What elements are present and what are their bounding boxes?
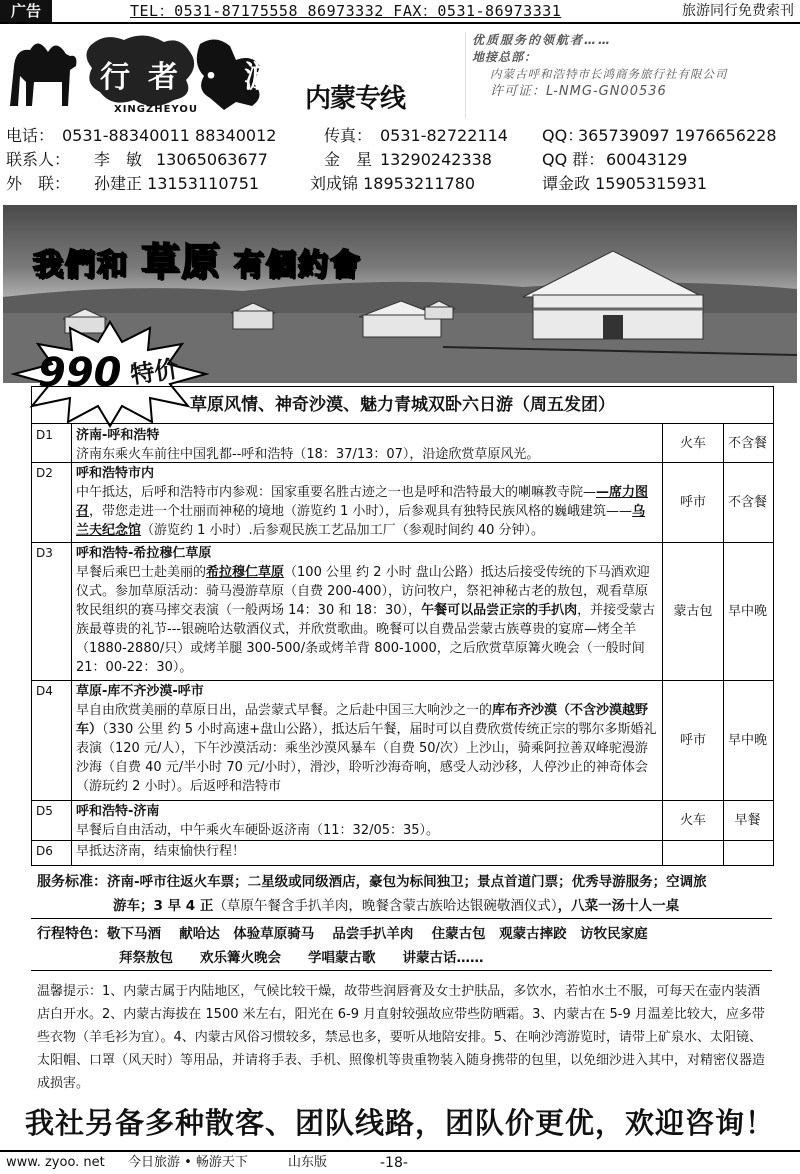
outside-contact-3: 谭金政 15905315931 (542, 174, 708, 193)
day-number: D6 (32, 840, 72, 865)
brand-text: 行者・游 (100, 60, 292, 95)
day-heading: 济南-呼和浩特 (76, 428, 160, 443)
footer-site: www. zyoo. net (6, 1155, 105, 1170)
ad-tag: 广告 (0, 0, 52, 22)
logo-row (0, 24, 800, 124)
day-meals: 早餐 (734, 812, 761, 828)
contact-person1-phone: 13065063677 (156, 150, 268, 169)
day-text: 早餐后自由活动，中午乘火车硬卧返济南（11：32/05：35）。 (76, 823, 440, 838)
day-highlight-b: 乌兰夫纪念馆 (76, 504, 646, 538)
day-text-b: ，带您走进一个壮丽而神秘的境地（游览约 1 小时），后参观具有独特民族风格的巍峨建筑—— (89, 504, 633, 519)
itinerary-day-1 (32, 424, 773, 463)
day-number: D2 (32, 462, 72, 542)
day-transport: 火车 (662, 424, 724, 462)
day-meals: 不含餐 (727, 494, 767, 510)
day-description (76, 682, 658, 796)
agent-hq-label: 地接总部： (472, 50, 538, 64)
line-label: 内蒙专线 (305, 84, 406, 114)
day-highlight-a: —席力图召 (76, 485, 649, 519)
itinerary-day-6 (32, 840, 773, 865)
outside-contact-1: 孙建正 13153110751 (94, 174, 260, 193)
qq-numbers: 365739097 1976656228 (578, 126, 777, 145)
service-standard (31, 870, 772, 919)
day-description (76, 802, 658, 840)
contact-person2-phone: 13290242338 (380, 150, 492, 169)
contact-person-label: 联系人： (6, 150, 71, 169)
day-description (76, 464, 658, 540)
day-transport: 蒙古包 (662, 542, 724, 680)
agent-slogan: 优质服务的领航者…… (472, 33, 613, 47)
fax-label: 传真： (324, 126, 373, 145)
promo-label: 特价 (128, 354, 181, 390)
agent-company: 内蒙古呼和浩特市长鸿商务旅行社有限公司 (490, 67, 728, 81)
top-bar (0, 0, 800, 24)
day-meals: 不含餐 (727, 435, 767, 451)
phone-label: 电话： (6, 126, 55, 145)
service-label: 服务标准： (37, 874, 107, 890)
features-label: 行程特色： (37, 926, 107, 942)
day-text-c: （游览约 1 小时）.后参观民族工艺品加工厂（参观时间约 40 分钟）。 (141, 523, 544, 538)
day-description (76, 544, 658, 677)
brand-logo (4, 26, 299, 122)
top-phones: TEL：0531-87175558 86973332 FAX：0531-86973331 (130, 2, 562, 20)
day-transport (662, 840, 724, 865)
contact-person1-name: 李 敏 (94, 150, 143, 169)
features-line-1: 敬下马酒 献哈达 体验草原骑马 品尝手扒羊肉 住蒙古包 观蒙古摔跤 访牧民家庭 (107, 926, 648, 942)
contact-person2-name: 金 星 (324, 150, 373, 169)
day-text: 济南东乘火车前往中国乳都--呼和浩特（18：37/13：07），沿途欣赏草原风光。 (76, 447, 540, 462)
itinerary-day-3 (32, 542, 773, 681)
itinerary-day-4 (32, 680, 773, 801)
day-transport: 火车 (662, 800, 724, 840)
day-text-b: （100 公里 约 2 小时 盘山公路）抵达后接受传统的下马酒欢迎仪式。参加草原活动：骑马漫游草原（自费 200-400），访问牧户，祭祀神秘古老的敖包，观看草原牧民组织的赛马摔交表演（一般两场 14：30 和 18：30）， (76, 565, 650, 618)
day-meals: 早中晚 (727, 732, 767, 748)
service-line-2b: （草原午餐含手扒羊肉，晚餐含蒙古族哈达银碗敬酒仪式） (213, 898, 558, 914)
qq-group-number: 60043129 (606, 150, 688, 169)
tour-features (31, 922, 772, 971)
day-transport: 呼市 (662, 680, 724, 800)
day-transport: 呼市 (662, 462, 724, 542)
day-number: D4 (32, 680, 72, 800)
itinerary-day-5 (32, 800, 773, 841)
itinerary-day-2 (32, 462, 773, 543)
service-line-2a: 游车；3 早 4 正 (113, 898, 214, 914)
day-bold-a: 库布齐沙漠（不含沙漠越野车） (76, 703, 649, 737)
day-text-c: ，并接受蒙古族最尊贵的礼节---银碗哈达敬酒仪式，并欣赏歌曲。晚餐可以自费品尝蒙古族尊贵的宴席—烤全羊（1880-2880/只）或烤羊腿 300-500/条或烤羊背 800-1000，之后欣赏草原篝火晚会（一般时间 21：00-22：30）。 (76, 603, 656, 675)
outside-contact-2: 刘成锦 18953211780 (310, 174, 476, 193)
tour-itinerary-table (31, 386, 774, 866)
day-heading: 呼和浩特-希拉穆仁草原 (76, 546, 212, 561)
promo-banner: 我社另备多种散客、团队线路，团队价更优，欢迎咨询！ (24, 1106, 775, 1140)
hero-slogan-c: 有個約會 (233, 248, 362, 283)
brand-pinyin: XINGZHEYOU (114, 104, 198, 115)
fax-number: 0531-82722114 (380, 126, 508, 145)
day-text: 早抵达济南，结束愉快行程！ (76, 844, 246, 859)
day-number: D1 (32, 424, 72, 462)
day-description (76, 426, 658, 464)
day-meals (722, 840, 773, 865)
contact-block (6, 124, 796, 196)
promo-price: 990 (38, 350, 122, 396)
day-highlight-a: 希拉穆仁草原 (206, 565, 285, 580)
phone-numbers: 0531-88340011 88340012 (62, 126, 277, 145)
day-text-a: 早自由欣赏美丽的草原日出，品尝蒙式早餐。之后赴中国三大响沙之一的 (76, 703, 493, 718)
page-footer (0, 1150, 800, 1174)
day-number: D3 (32, 542, 72, 680)
day-description (76, 842, 658, 861)
day-heading: 呼和浩特-济南 (76, 804, 160, 819)
footer-slogan: 今日旅游 • 畅游天下 (128, 1155, 248, 1170)
qq-label: QQ： (542, 126, 584, 145)
hero-slogan (33, 231, 362, 286)
hero-slogan-a: 我們和 (33, 248, 129, 283)
day-text-b: （330 公里 约 5 小时高速+盘山公路），抵达后午餐，届时可以自费欣赏传统正宗的鄂尔多斯婚礼表演（120 元/人），下午沙漠活动：乘坐沙漠风暴车（自费 50/次）上沙山，骑乘阿拉善双峰驼漫游沙海（自费 40 元/半小时 70 元/小时），滑沙，聆听沙海奇响，感受人动沙移，人停沙止的神奇体会（游玩约 2 小时）。后返呼和浩特市 (76, 722, 657, 794)
publication-note: 旅游同行免费索刊 (682, 3, 794, 19)
day-text-a: 中午抵达，后呼和浩特市内参观：国家重要名胜古迹之一也是呼和浩特最大的喇嘛教寺院— (76, 485, 597, 500)
agent-license: 许可证：L-NMG-GN00536 (490, 84, 667, 99)
features-line-2: 拜祭敖包 欢乐篝火晚会 学唱蒙古歌 讲蒙古话…… (119, 950, 484, 966)
page-number: -18- (380, 1155, 408, 1171)
day-bold-a: 午餐可以品尝正宗的手扒肉 (421, 603, 578, 618)
travel-tips: 温馨提示：1、内蒙古属于内陆地区，气候比较干燥，故带些润唇膏及女士护肤品，多饮水，若怕水土不服，可每天在壶内装酒店白开水。2、内蒙古海拔在 1500 米左右，阳光在 6-9 月直射较强故应带些防晒霜。3、内蒙古在 5-9 月温差比较大，应多带些衣物（羊毛衫为宜）。4、内蒙古风俗习惯较多，禁忌也多，要听从地陪安排。5、在响沙湾游览时，请带上矿泉水、太阳镜、太阳帽、口罩（风天时）等用品，并请将手表、手机、照像机等贵重物装入随身携带的包里，以免细沙进入其中，对精密仪器造成损害。 (37, 984, 766, 1091)
day-heading: 草原-库不齐沙漠-呼市 (76, 684, 204, 699)
qq-group-label: QQ 群： (542, 150, 605, 169)
footer-edition: 山东版 (288, 1155, 328, 1170)
service-line-2c: ，八菜一汤十人一桌 (557, 898, 680, 914)
outside-label: 外 联： (6, 174, 71, 193)
tour-title: 草原风情、神奇沙漠、魅力青城双卧六日游（周五发团） (32, 387, 773, 424)
service-line-1: 济南-呼市往返火车票；二星级或同级酒店，豪包为标间独卫；景点首道门票；优秀导游服务；空调旅 (107, 874, 707, 890)
hero-slogan-b: 草原 (141, 240, 222, 284)
agent-info (465, 32, 800, 118)
day-text-a: 早餐后乘巴士赴美丽的 (76, 565, 207, 580)
day-meals: 早中晚 (727, 603, 767, 619)
day-number: D5 (32, 800, 72, 840)
day-heading: 呼和浩特市内 (76, 466, 155, 481)
